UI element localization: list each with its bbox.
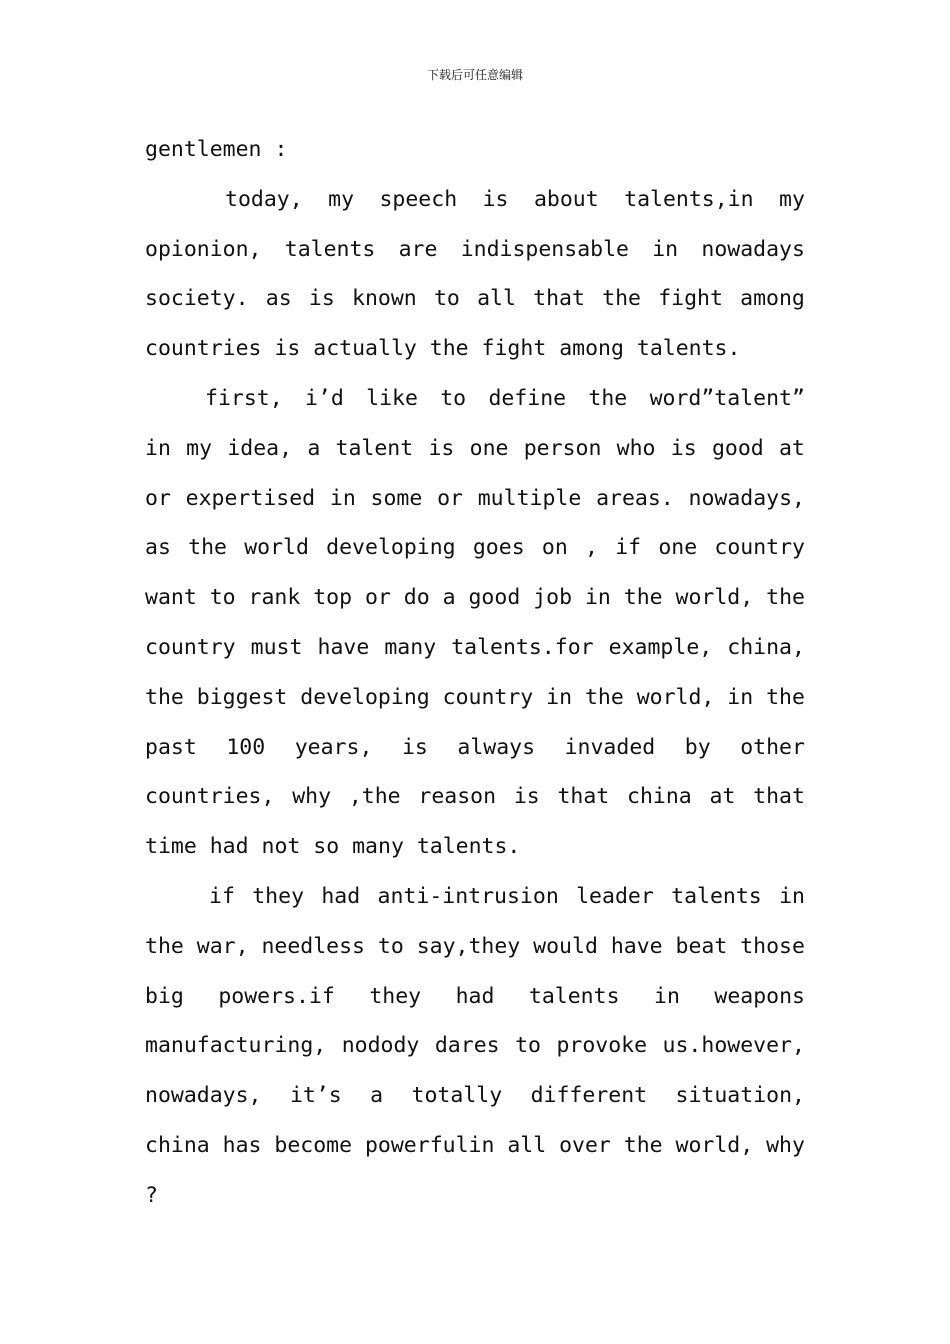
word: in [779, 883, 805, 909]
word: a [442, 585, 456, 611]
word: talents,in [624, 186, 754, 212]
word: the [623, 1132, 663, 1158]
word: always [457, 734, 536, 760]
word: goes [472, 535, 525, 561]
word: to [209, 585, 236, 611]
word: word”talent” [649, 385, 805, 411]
word: developing [300, 684, 430, 710]
word: say,they [416, 933, 521, 959]
word: talents [671, 883, 762, 909]
word: job [533, 585, 573, 611]
word: must [250, 634, 303, 660]
word: powers.if [218, 983, 335, 1009]
word: different [530, 1083, 648, 1109]
text-line [145, 474, 805, 524]
word: that [753, 784, 805, 810]
word: top [313, 585, 353, 611]
word: dares [434, 1033, 500, 1059]
word: past [145, 734, 197, 760]
word: country [442, 684, 534, 710]
word: is [513, 784, 540, 810]
word: at [778, 435, 805, 461]
word: about [533, 186, 599, 212]
word: needless [261, 933, 365, 959]
word: nowadays [701, 236, 805, 262]
word: talents [284, 236, 376, 262]
word: us.however, [662, 1033, 805, 1059]
word: the [623, 585, 663, 611]
word: it’s [289, 1083, 342, 1109]
word: i’d [304, 385, 344, 411]
word: are [398, 236, 438, 262]
word: world [244, 535, 309, 561]
word: manufacturing, [145, 1033, 327, 1059]
word: in [145, 435, 171, 461]
text-line [145, 274, 805, 324]
word: would [533, 933, 598, 959]
word: china [627, 784, 692, 810]
word: do [403, 585, 430, 611]
word: talent [335, 435, 414, 461]
word: all [477, 286, 516, 312]
word: my [328, 186, 355, 212]
text-line [145, 523, 805, 573]
text-line [145, 225, 805, 275]
word: or [364, 585, 391, 611]
word: the [188, 535, 227, 561]
word: idea, [227, 435, 293, 461]
word: they [252, 883, 305, 909]
text-line [145, 922, 805, 972]
word: the [766, 684, 805, 710]
word: society. [145, 286, 249, 312]
text-line: time had not so many talents. [145, 834, 521, 860]
word: has [222, 1132, 262, 1158]
word: person [523, 435, 602, 461]
word: many [384, 634, 437, 660]
text-line [145, 573, 805, 623]
word: had [321, 883, 361, 909]
word: or [437, 485, 463, 511]
word: is [428, 435, 455, 461]
word: as [145, 535, 171, 561]
word: the [145, 933, 184, 959]
word: country [714, 535, 805, 561]
word: some [370, 485, 423, 511]
word: have [317, 634, 370, 660]
word: why [292, 784, 332, 810]
word: define [488, 385, 567, 411]
word: in [546, 684, 573, 710]
word: is [482, 186, 509, 212]
text-line [145, 772, 805, 822]
word: world, [675, 1132, 754, 1158]
word: war, [196, 933, 249, 959]
text-line [145, 623, 805, 673]
word: the [145, 684, 184, 710]
word: want [145, 585, 197, 611]
word: that [533, 286, 585, 312]
word: biggest [196, 684, 288, 710]
word: example, [608, 634, 713, 660]
word: powerfulin [364, 1132, 495, 1158]
word: my [186, 435, 213, 461]
word: years, [294, 734, 373, 760]
word: ,the [348, 784, 401, 810]
word: by [684, 734, 711, 760]
word: those [740, 933, 805, 959]
word: in [654, 983, 680, 1009]
word: 100 [226, 734, 266, 760]
word: leader [576, 883, 654, 909]
word: areas. [596, 485, 674, 511]
text-line [145, 972, 805, 1022]
word: to [515, 1033, 541, 1059]
text-line [145, 872, 805, 922]
word: good [468, 585, 521, 611]
word: rank [248, 585, 301, 611]
word: reason [418, 784, 497, 810]
word: countries, [145, 784, 275, 810]
word: is [670, 435, 697, 461]
word: first, [205, 385, 283, 411]
word: is [308, 286, 335, 312]
word: or [145, 485, 171, 511]
word: nowadays, [145, 1083, 262, 1109]
word: world, [675, 585, 754, 611]
word: my [779, 186, 805, 212]
word: one [658, 535, 698, 561]
word: a [370, 1083, 384, 1109]
text-line [145, 374, 805, 424]
word: other [740, 734, 805, 760]
word: on [541, 535, 568, 561]
word: the [766, 585, 805, 611]
word: among [740, 286, 805, 312]
word: to [377, 933, 404, 959]
text-line [145, 424, 805, 474]
word: in [329, 485, 356, 511]
word: a [307, 435, 321, 461]
word: at [709, 784, 736, 810]
word: china, [727, 634, 805, 660]
word: invaded [564, 734, 656, 760]
text-line [145, 175, 805, 225]
page-header: 下载后可任意编辑 [426, 68, 523, 82]
word: provoke [556, 1033, 648, 1059]
word: as [265, 286, 292, 312]
text-line [145, 1071, 805, 1121]
word: talents.for [451, 634, 594, 660]
text-line [145, 673, 805, 723]
word: , [585, 535, 598, 561]
text-line [145, 723, 805, 773]
word: in [727, 684, 754, 710]
word: in [584, 585, 611, 611]
word: the [584, 684, 624, 710]
word: become [274, 1132, 353, 1158]
text-line: ? [145, 1182, 158, 1208]
word: opionion, [145, 236, 262, 262]
word: multiple [477, 485, 582, 511]
word: in [652, 236, 679, 262]
word: is [401, 734, 428, 760]
word: world, [636, 684, 715, 710]
text-line [145, 1021, 805, 1071]
word: speech [379, 186, 458, 212]
document-body [145, 125, 805, 1221]
word: big [145, 983, 184, 1009]
word: to [440, 385, 467, 411]
word: nowadays, [688, 485, 805, 511]
word: situation, [675, 1083, 805, 1109]
word: the [602, 286, 641, 312]
word: if [209, 883, 235, 909]
word: they [369, 983, 422, 1009]
word: country [145, 634, 236, 660]
word: one [469, 435, 509, 461]
word: known [352, 286, 417, 312]
text-line: countries is actually the fight among talents. [145, 336, 741, 362]
word: all [507, 1132, 547, 1158]
text-line: gentlemen : [145, 137, 288, 162]
word: fight [658, 286, 723, 312]
word: good [711, 435, 764, 461]
text-line [145, 1121, 805, 1171]
word: weapons [714, 983, 805, 1009]
word: expertised [185, 485, 316, 511]
word: totally [411, 1083, 503, 1109]
word: beat [675, 933, 728, 959]
word: talents [528, 983, 620, 1009]
word: today, [225, 186, 303, 212]
word: to [433, 286, 460, 312]
word: have [610, 933, 663, 959]
word: why [766, 1132, 805, 1158]
word: the [588, 385, 628, 411]
word: that [557, 784, 610, 810]
word: who [616, 435, 656, 461]
word: nodody [341, 1033, 420, 1059]
word: if [615, 535, 642, 561]
word: indispensable [460, 236, 629, 262]
word: had [455, 983, 495, 1009]
word: over [559, 1132, 611, 1158]
word: anti-intrusion [377, 883, 559, 909]
word: developing [326, 535, 456, 561]
word: china [145, 1132, 210, 1158]
word: like [366, 385, 418, 411]
